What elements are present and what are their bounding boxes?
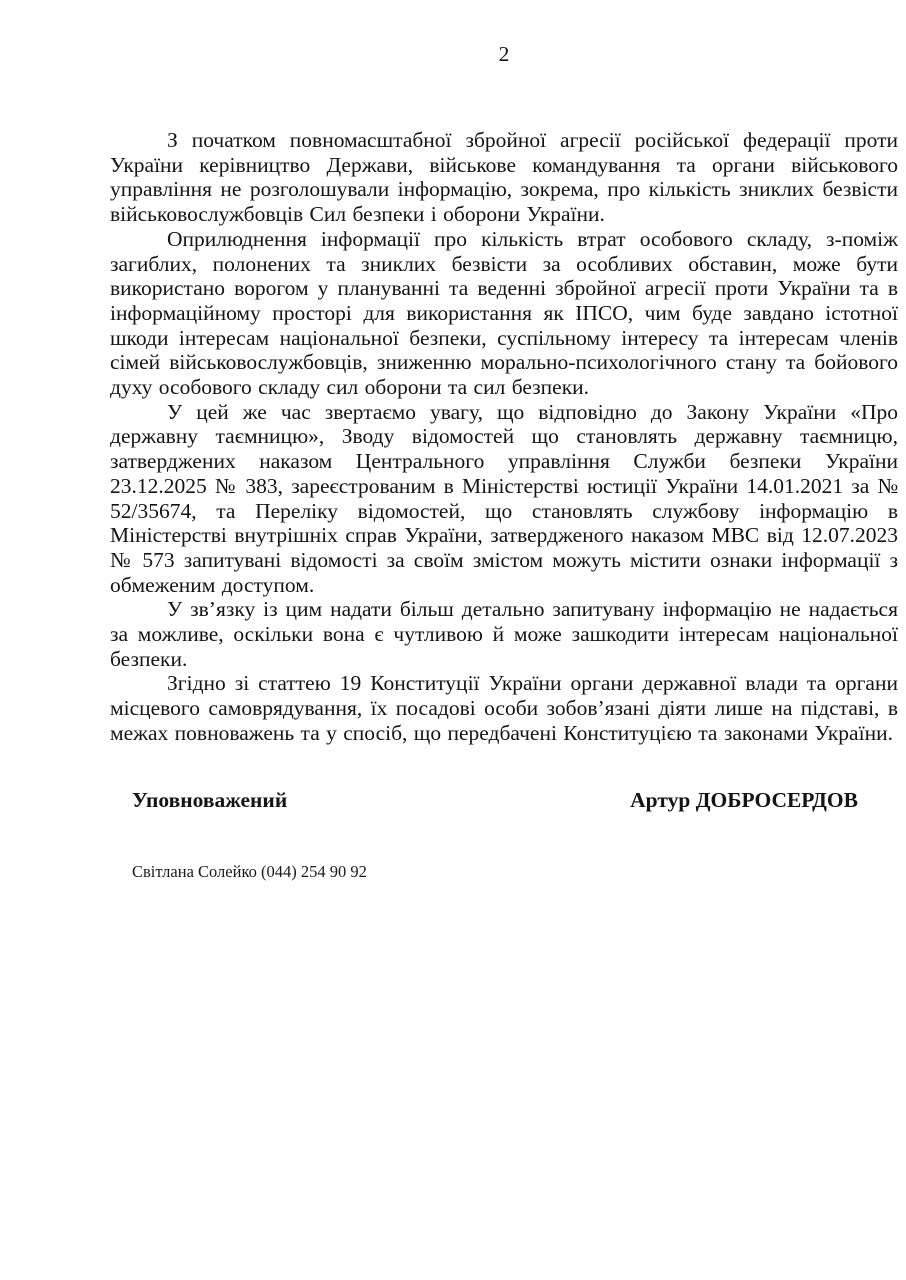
signatory-name: Артур ДОБРОСЕРДОВ [630, 787, 858, 812]
page-number: 2 [498, 42, 510, 66]
paragraph: У зв’язку із цим надати більш детально запитувану інформацію не надається за можливе, оскільки вона є чутливою й може зашкодити інтересам національної безпеки. [110, 597, 898, 671]
paragraph: У цей же час звертаємо увагу, що відповідно до Закону України «Про державну таємницю», Зводу відомостей що становлять державну таємницю, затверджених наказом Центрального управління Служби безпеки України 23.12.2025 № 383, зареєстрованим в Міністерстві юстиції України 14.01.2021 за № 52/35674, та Переліку відомостей, що становлять службову інформацію в Міністерстві внутрішніх справ України, затвердженого наказом МВС від 12.07.2023 № 573 запитувані відомості за своїм змістом можуть містити ознаки інформації з обмеженим доступом. [110, 399, 898, 597]
signature-block [132, 788, 858, 813]
executor-contact: Світлана Солейко (044) 254 90 92 [132, 861, 367, 881]
letter-body [110, 128, 898, 746]
paragraph: Оприлюднення інформації про кількість втрат особового складу, з-поміж загиблих, полонених та зниклих безвісти за особливих обставин, може бути використано ворогом у плануванні та веденні збройної агресії проти України та в інформаційному просторі для використання як ІПСО, чим буде завдано істотної шкоди інтересам національної безпеки, суспільному інтересу та інтересам членів сімей військовослужбовців, зниженню морально-психологічного стану та бойового духу особового складу сил оборони та сил безпеки. [110, 226, 898, 400]
signatory-title: Уповноважений [132, 787, 288, 812]
paragraph: Згідно зі статтею 19 Конституції України органи державної влади та органи місцевого самоврядування, їх посадові особи зобов’язані діяти лише на підставі, в межах повноважень та у спосіб, що передбачені Конституцією та законами України. [110, 671, 898, 745]
paragraph: З початком повномасштабної збройної агресії російської федерації проти України керівництво Держави, військове командування та органи військового управління не розголошували інформацію, зокрема, про кількість зниклих безвісти військовослужбовців Сил безпеки і оборони України. [110, 128, 898, 227]
